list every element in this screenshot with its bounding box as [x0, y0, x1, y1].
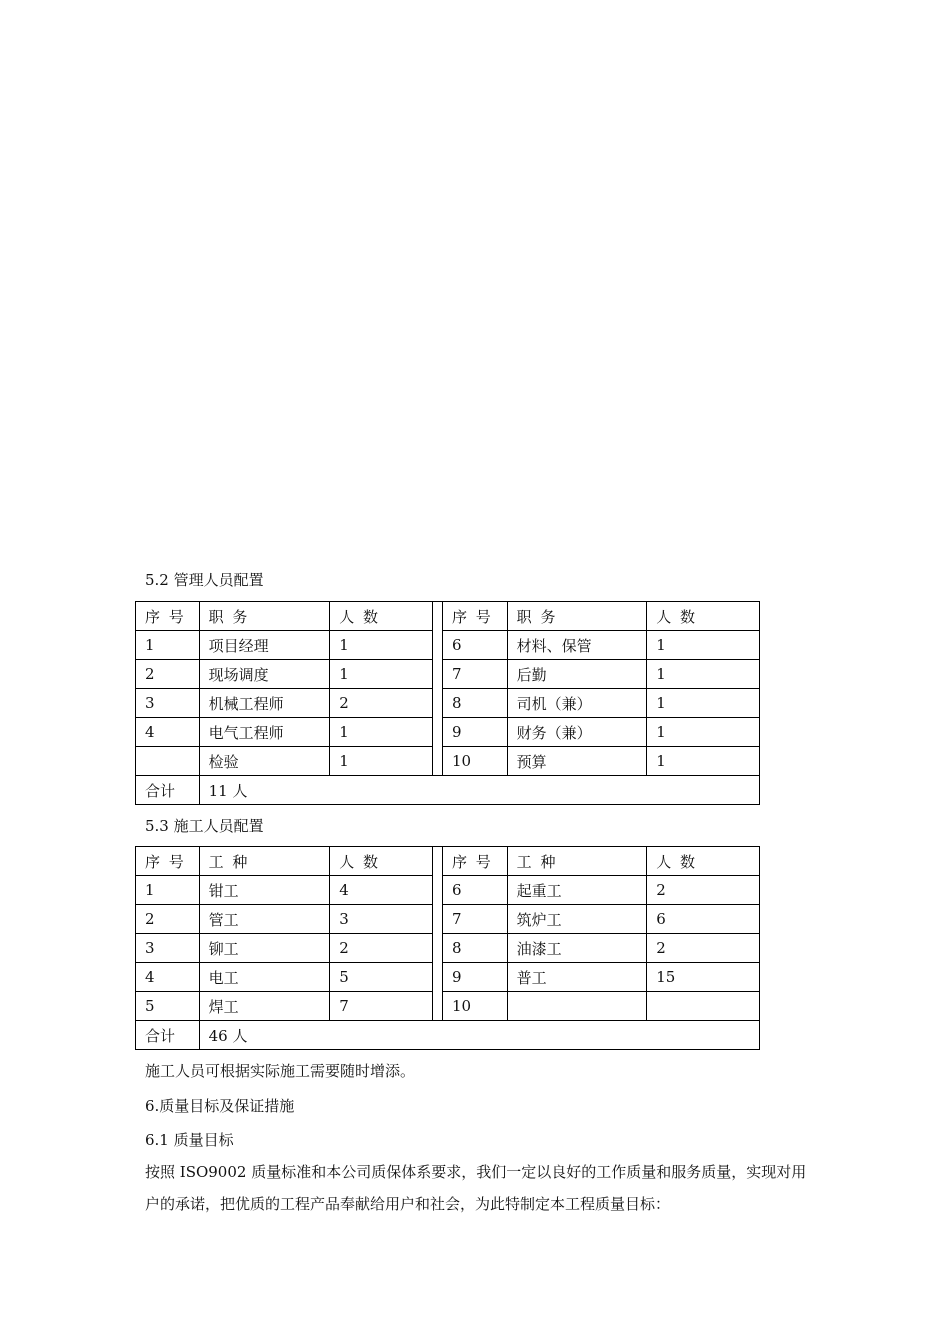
- table-total-row: [136, 776, 760, 805]
- position-name: 项目经理: [199, 631, 330, 660]
- headcount: 2: [330, 689, 433, 718]
- position-name: 检验: [199, 747, 330, 776]
- row-number: 6: [442, 876, 507, 905]
- section-5-3-title: 5.3 施工人员配置: [145, 817, 264, 835]
- headcount: 4: [330, 876, 433, 905]
- headcount: 1: [647, 631, 760, 660]
- table-row: [136, 876, 760, 905]
- row-number: 1: [136, 876, 200, 905]
- headcount: 2: [647, 934, 760, 963]
- table-row: [136, 747, 760, 776]
- table-row: [136, 905, 760, 934]
- row-number: 1: [136, 631, 200, 660]
- row-number: 10: [442, 747, 507, 776]
- total-label: 合计: [136, 1021, 200, 1050]
- total-value: 46 人: [199, 1021, 759, 1050]
- table-header-row: [136, 847, 760, 876]
- row-number: 8: [442, 934, 507, 963]
- column-gap: [432, 602, 442, 776]
- table-row: [136, 631, 760, 660]
- header-cell: 序 号: [442, 847, 507, 876]
- trade-name: 普工: [507, 963, 647, 992]
- position-name: 机械工程师: [199, 689, 330, 718]
- trade-name: 管工: [199, 905, 330, 934]
- headcount: 2: [330, 934, 433, 963]
- quality-goal-paragraph: 按照 ISO9002 质量标准和本公司质保体系要求，我们一定以良好的工作质量和服务质量，实现对用户的承诺，把优质的工程产品奉献给用户和社会，为此特制定本工程质量目标：: [145, 1163, 807, 1213]
- table-header-row: [136, 602, 760, 631]
- row-number: 4: [136, 718, 200, 747]
- row-number: 4: [136, 963, 200, 992]
- header-cell: 序 号: [136, 847, 200, 876]
- headcount: 1: [647, 718, 760, 747]
- headcount: 15: [647, 963, 760, 992]
- headcount: 1: [330, 660, 433, 689]
- trade-name: 钳工: [199, 876, 330, 905]
- trade-name: 油漆工: [507, 934, 647, 963]
- header-cell: 人 数: [647, 847, 760, 876]
- headcount: 1: [647, 689, 760, 718]
- trade-name: 筑炉工: [507, 905, 647, 934]
- row-number: 8: [442, 689, 507, 718]
- header-cell: 人 数: [330, 847, 433, 876]
- header-cell: 序 号: [136, 602, 200, 631]
- header-cell: 工 种: [507, 847, 647, 876]
- header-cell: 序 号: [442, 602, 507, 631]
- headcount: 1: [330, 718, 433, 747]
- trade-name: [507, 992, 647, 1021]
- position-name: 财务（兼）: [507, 718, 647, 747]
- header-cell: 职 务: [507, 602, 647, 631]
- row-number: [136, 747, 200, 776]
- position-name: 电气工程师: [199, 718, 330, 747]
- headcount: 3: [330, 905, 433, 934]
- management-staff-table: [135, 601, 760, 805]
- row-number: 10: [442, 992, 507, 1021]
- total-value: 11 人: [199, 776, 759, 805]
- table-row: [136, 718, 760, 747]
- section-6-1-heading: 6.1 质量目标: [145, 1131, 234, 1149]
- headcount: 1: [647, 660, 760, 689]
- table-row: [136, 660, 760, 689]
- position-name: 预算: [507, 747, 647, 776]
- row-number: 3: [136, 689, 200, 718]
- headcount: [647, 992, 760, 1021]
- row-number: 2: [136, 905, 200, 934]
- table-row: [136, 689, 760, 718]
- trade-name: 起重工: [507, 876, 647, 905]
- headcount: 7: [330, 992, 433, 1021]
- table-row: [136, 963, 760, 992]
- header-cell: 工 种: [199, 847, 330, 876]
- staffing-note: 施工人员可根据实际施工需要随时增添。: [145, 1062, 416, 1080]
- total-label: 合计: [136, 776, 200, 805]
- position-name: 司机（兼）: [507, 689, 647, 718]
- column-gap: [432, 847, 442, 1021]
- headcount: 1: [330, 747, 433, 776]
- row-number: 7: [442, 905, 507, 934]
- row-number: 7: [442, 660, 507, 689]
- row-number: 9: [442, 718, 507, 747]
- table-row: [136, 992, 760, 1021]
- row-number: 6: [442, 631, 507, 660]
- headcount: 6: [647, 905, 760, 934]
- section-6-heading: 6.质量目标及保证措施: [145, 1097, 295, 1115]
- headcount: 5: [330, 963, 433, 992]
- table-row: [136, 934, 760, 963]
- trade-name: 铆工: [199, 934, 330, 963]
- table-total-row: [136, 1021, 760, 1050]
- trade-name: 电工: [199, 963, 330, 992]
- construction-staff-table: [135, 846, 760, 1050]
- row-number: 5: [136, 992, 200, 1021]
- trade-name: 焊工: [199, 992, 330, 1021]
- headcount: 2: [647, 876, 760, 905]
- position-name: 现场调度: [199, 660, 330, 689]
- header-cell: 人 数: [330, 602, 433, 631]
- section-5-2-title: 5.2 管理人员配置: [145, 571, 264, 589]
- position-name: 材料、保管: [507, 631, 647, 660]
- row-number: 3: [136, 934, 200, 963]
- headcount: 1: [647, 747, 760, 776]
- header-cell: 人 数: [647, 602, 760, 631]
- header-cell: 职 务: [199, 602, 330, 631]
- position-name: 后勤: [507, 660, 647, 689]
- headcount: 1: [330, 631, 433, 660]
- row-number: 9: [442, 963, 507, 992]
- row-number: 2: [136, 660, 200, 689]
